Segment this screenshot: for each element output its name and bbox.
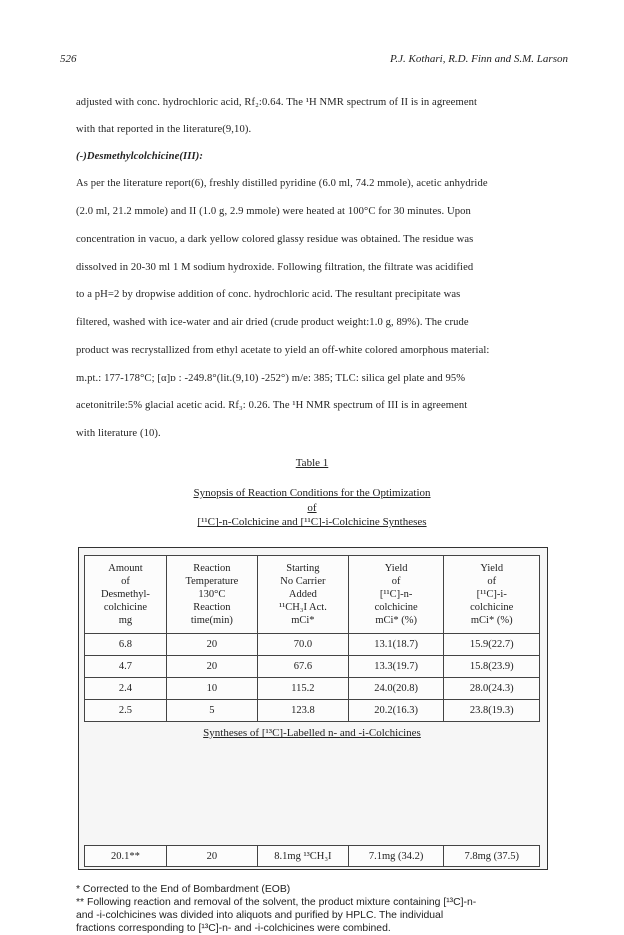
footnote: ** Following reaction and removal of the solvent, the product mixture containing [¹³C]-n- (76, 897, 477, 908)
text-line: m.pt.: 177-178°C; [α]ᴅ : -249.8°(lit.(9,10) -252°) m/e: 385; TLC: silica gel plate and 95% (76, 373, 466, 384)
table-cell: 10 (166, 678, 257, 700)
column-header: Starting No Carrier Added ¹¹CH₃I Act. mCi* (257, 556, 348, 634)
table-cell: 7.1mg (34.2) (348, 846, 444, 867)
table-row (85, 846, 540, 867)
table-cell: 20.1** (85, 846, 167, 867)
table-cell: 24.0(20.8) (348, 678, 444, 700)
synthesis-table (84, 845, 540, 867)
table-row (85, 634, 540, 656)
column-header: Amount of Desmethyl- colchicine mg (85, 556, 167, 634)
table-cell: 15.8(23.9) (444, 656, 540, 678)
table-cell: 70.0 (257, 634, 348, 656)
column-header: Reaction Temperature 130°C Reaction time(min) (166, 556, 257, 634)
conditions-table (84, 555, 540, 722)
table-cell: 2.4 (85, 678, 167, 700)
table-header-row (85, 556, 540, 634)
table-cell: 8.1mg ¹³CH₃I (257, 846, 348, 867)
table-cell: 123.8 (257, 700, 348, 722)
text-line: with that reported in the literature(9,10). (76, 124, 252, 135)
table-cell: 20.2(16.3) (348, 700, 444, 722)
text-line: with literature (10). (76, 428, 161, 439)
table-cell: 15.9(22.7) (444, 634, 540, 656)
table-cell: 6.8 (85, 634, 167, 656)
text-line: As per the literature report(6), freshly distilled pyridine (6.0 ml, 74.2 mmole), acetic anhydride (76, 178, 488, 189)
footnote: fractions corresponding to [¹³C]-n- and -i-colchicines were combined. (76, 923, 391, 934)
table-caption-line-1: Synopsis of Reaction Conditions for the Optimization (193, 487, 431, 499)
table-cell: 4.7 (85, 656, 167, 678)
running-head-authors: P.J. Kothari, R.D. Finn and S.M. Larson (390, 53, 568, 65)
table-row (85, 656, 540, 678)
table-cell: 13.1(18.7) (348, 634, 444, 656)
table-cell: 115.2 (257, 678, 348, 700)
table-cell: 28.0(24.3) (444, 678, 540, 700)
table-caption-line-2: of (307, 502, 317, 514)
text-line: concentration in vacuo, a dark yellow colored glassy residue was obtained. The residue was (76, 234, 474, 245)
column-header: Yield of [¹¹C]-n- colchicine mCi* (%) (348, 556, 444, 634)
text-line: adjusted with conc. hydrochloric acid, Rf₂:0.64. The ¹H NMR spectrum of II is in agreement (76, 97, 478, 108)
column-header: Yield of [¹¹C]-i- colchicine mCi* (%) (444, 556, 540, 634)
text-line: to a pH=2 by dropwise addition of conc. hydrochloric acid. The resultant precipitate was (76, 289, 461, 300)
table-subheading: Syntheses of [¹³C]-Labelled n- and -i-Colchicines (203, 727, 421, 739)
footnote: and -i-colchicines was divided into aliquots and purified by HPLC. The individual (76, 910, 444, 921)
table-cell: 20 (166, 846, 257, 867)
text-line: filtered, washed with ice-water and air dried (crude product weight:1.0 g, 89%). The crude (76, 317, 469, 328)
table-row (85, 700, 540, 722)
table-label: Table 1 (295, 457, 329, 469)
footnote: * Corrected to the End of Bombardment (EOB) (76, 884, 291, 895)
text-line: product was recrystallized from ethyl acetate to yield an off-white colored amorphous material: (76, 345, 490, 356)
section-heading: (-)Desmethylcolchicine(III): (76, 151, 203, 162)
table-cell: 7.8mg (37.5) (444, 846, 540, 867)
table-cell: 13.3(19.7) (348, 656, 444, 678)
page-number: 526 (60, 53, 77, 65)
table-cell: 2.5 (85, 700, 167, 722)
text-line: dissolved in 20-30 ml 1 M sodium hydroxide. Following filtration, the filtrate was acidified (76, 262, 474, 273)
table-caption-line-3: [¹¹C]-n-Colchicine and [¹¹C]-i-Colchicine Syntheses (197, 516, 427, 528)
table-cell: 20 (166, 656, 257, 678)
table-cell: 67.6 (257, 656, 348, 678)
table-cell: 5 (166, 700, 257, 722)
text-line: (2.0 ml, 21.2 mmole) and II (1.0 g, 2.9 mmole) were heated at 100°C for 30 minutes. Upon (76, 206, 471, 217)
text-line: acetonitrile:5% glacial acetic acid. Rf₃: 0.26. The ¹H NMR spectrum of III is in agreement (76, 400, 468, 411)
table-cell: 23.8(19.3) (444, 700, 540, 722)
table-cell: 20 (166, 634, 257, 656)
table-row (85, 678, 540, 700)
